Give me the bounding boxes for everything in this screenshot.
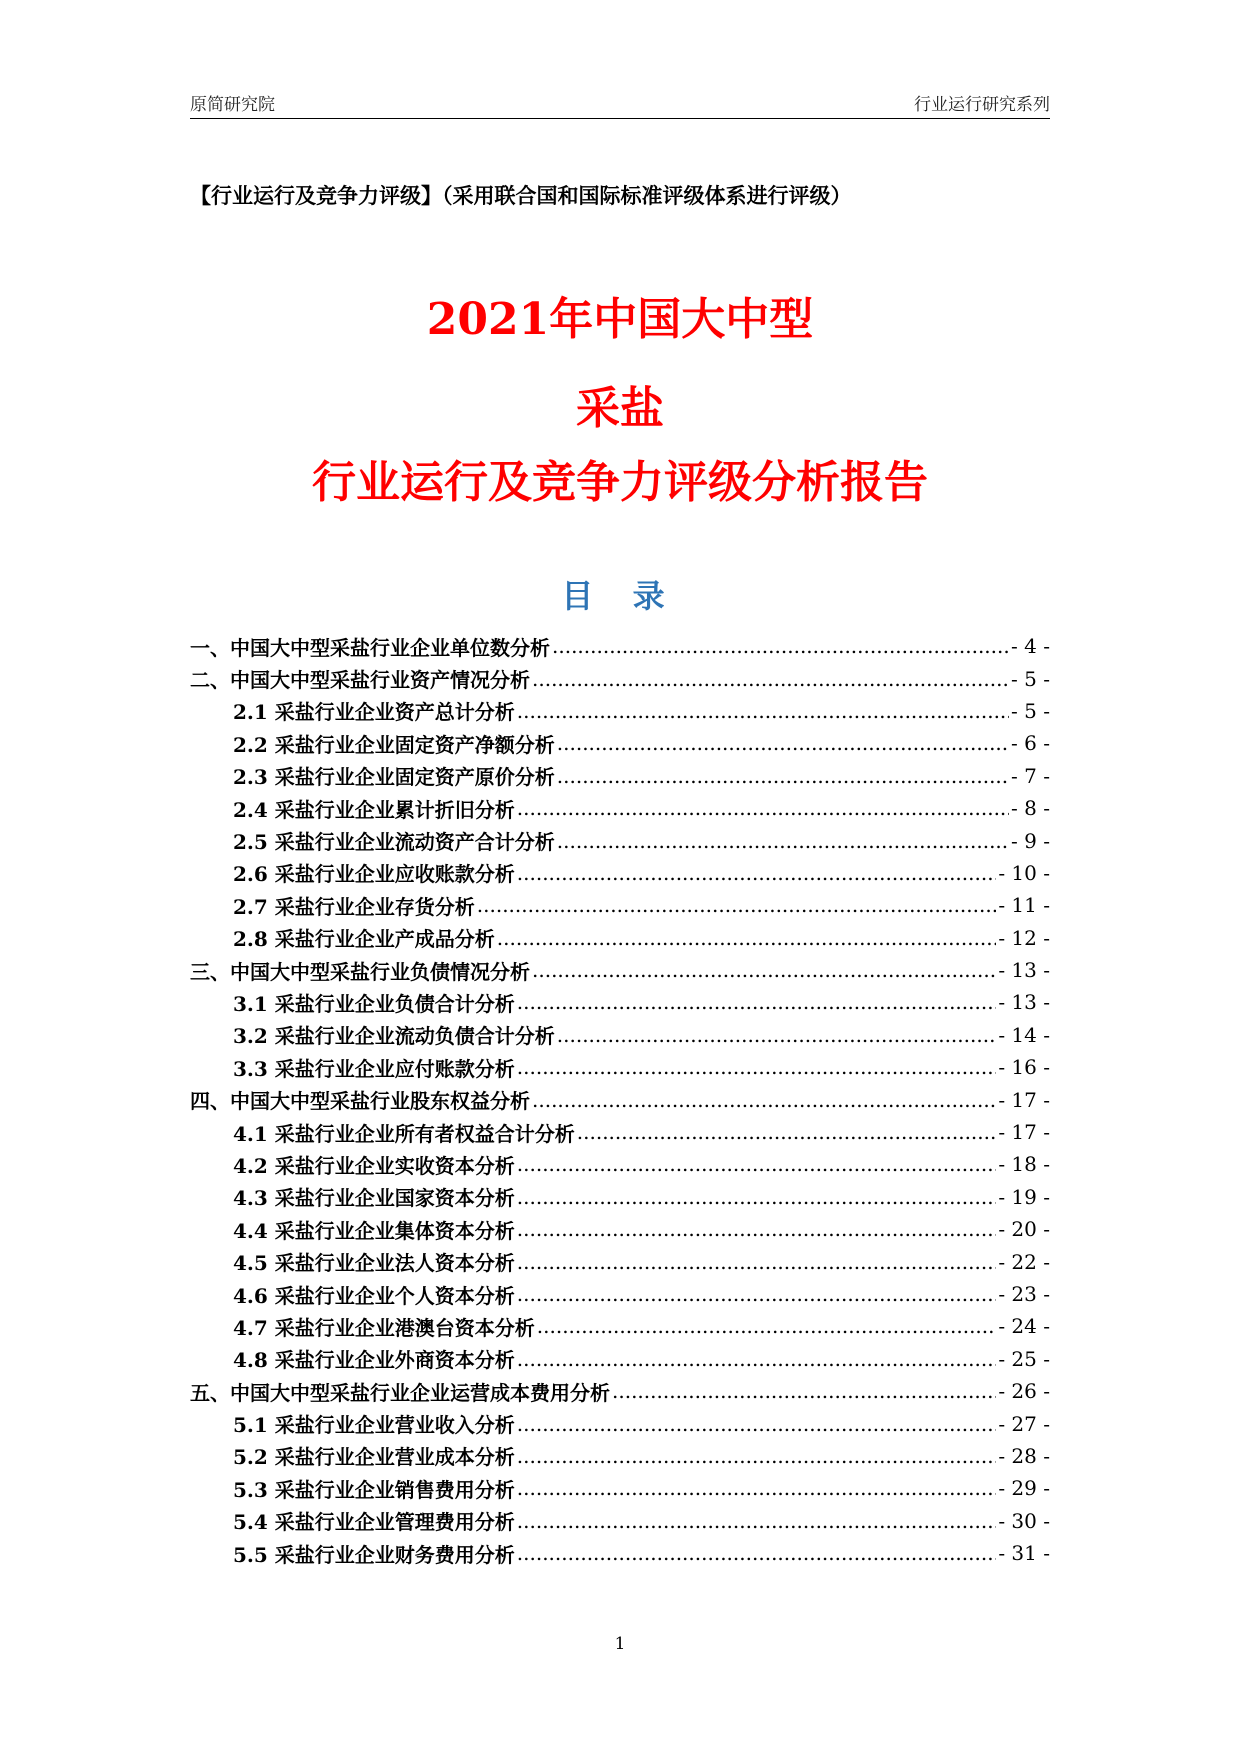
toc-entry[interactable]	[190, 695, 1050, 727]
toc-entry-label: 4.7 采盐行业企业港澳台资本分析	[233, 1315, 535, 1340]
header-series: 行业运行研究系列	[914, 95, 1050, 115]
toc-leader-dots	[517, 796, 1009, 820]
table-of-contents	[190, 630, 1050, 1569]
toc-entry-label: 2.3 采盐行业企业固定资产原价分析	[233, 765, 555, 790]
toc-entry[interactable]	[190, 1213, 1050, 1245]
header-publisher: 原简研究院	[190, 95, 275, 115]
toc-entry[interactable]	[190, 857, 1050, 889]
toc-entry-page: - 18 -	[998, 1152, 1050, 1177]
toc-entry[interactable]	[190, 986, 1050, 1018]
toc-entry-page: - 20 -	[998, 1217, 1050, 1242]
toc-entry-page: - 17 -	[998, 1087, 1050, 1112]
toc-entry-label: 三、中国大中型采盐行业负债情况分析	[190, 959, 530, 984]
page-number: 1	[614, 1634, 626, 1654]
toc-entry-page: - 28 -	[998, 1443, 1050, 1468]
toc-entry-label: 2.6 采盐行业企业应收账款分析	[233, 862, 515, 887]
toc-entry-label: 4.8 采盐行业企业外商资本分析	[233, 1348, 515, 1373]
toc-entry-page: - 26 -	[998, 1379, 1050, 1404]
toc-entry[interactable]	[190, 889, 1050, 921]
toc-leader-dots	[532, 667, 1009, 691]
toc-leader-dots	[557, 764, 1009, 788]
toc-entry[interactable]	[190, 760, 1050, 792]
toc-leader-dots	[497, 926, 997, 950]
toc-entry-page: - 6 -	[1011, 731, 1050, 756]
toc-entry-page: - 22 -	[998, 1249, 1050, 1274]
toc-entry[interactable]	[190, 1148, 1050, 1180]
toc-entry-label: 2.1 采盐行业企业资产总计分析	[233, 700, 515, 725]
toc-entry-label: 4.6 采盐行业企业个人资本分析	[233, 1283, 515, 1308]
toc-entry[interactable]	[190, 792, 1050, 824]
toc-entry[interactable]	[190, 1310, 1050, 1342]
toc-entry-label: 二、中国大中型采盐行业资产情况分析	[190, 668, 530, 693]
toc-entry[interactable]	[190, 1181, 1050, 1213]
toc-entry-label: 4.2 采盐行业企业实收资本分析	[233, 1153, 515, 1178]
toc-leader-dots	[517, 699, 1009, 723]
toc-entry-label: 5.3 采盐行业企业销售费用分析	[233, 1477, 515, 1502]
toc-entry[interactable]	[190, 1278, 1050, 1310]
toc-entry-label: 2.4 采盐行业企业累计折旧分析	[233, 797, 515, 822]
toc-entry-page: - 14 -	[998, 1022, 1050, 1047]
toc-heading: 目 录	[561, 577, 679, 615]
toc-entry[interactable]	[190, 1051, 1050, 1083]
toc-entry[interactable]	[190, 824, 1050, 856]
report-title-line-1: 2021年中国大中型	[426, 294, 814, 345]
toc-entry-page: - 4 -	[1011, 634, 1050, 659]
toc-leader-dots	[577, 1120, 997, 1144]
toc-entry-page: - 13 -	[998, 958, 1050, 983]
toc-leader-dots	[517, 1185, 997, 1209]
toc-leader-dots	[537, 1314, 997, 1338]
toc-entry[interactable]	[190, 1019, 1050, 1051]
toc-entry-page: - 25 -	[998, 1346, 1050, 1371]
toc-entry-label: 2.7 采盐行业企业存货分析	[233, 894, 475, 919]
toc-entry-page: - 27 -	[998, 1411, 1050, 1436]
toc-entry-page: - 5 -	[1011, 698, 1050, 723]
toc-entry-label: 2.8 采盐行业企业产成品分析	[233, 927, 495, 952]
toc-entry-page: - 31 -	[998, 1541, 1050, 1566]
toc-leader-dots	[557, 731, 1009, 755]
toc-entry[interactable]	[190, 1375, 1050, 1407]
toc-leader-dots	[532, 958, 996, 982]
toc-entry-page: - 23 -	[998, 1282, 1050, 1306]
report-subtitle: 【行业运行及竞争力评级】（采用联合国和国际标准评级体系进行评级）	[190, 183, 852, 208]
toc-leader-dots	[517, 990, 997, 1014]
toc-leader-dots	[517, 1412, 997, 1436]
toc-entry-page: - 30 -	[998, 1508, 1050, 1533]
toc-entry-page: - 29 -	[998, 1476, 1050, 1501]
toc-entry[interactable]	[190, 727, 1050, 759]
toc-leader-dots	[612, 1379, 996, 1403]
toc-leader-dots	[557, 829, 1009, 853]
toc-entry-page: - 5 -	[1011, 666, 1050, 691]
toc-entry-page: - 24 -	[998, 1314, 1050, 1339]
toc-leader-dots	[517, 1347, 997, 1371]
toc-entry[interactable]	[190, 1083, 1050, 1115]
toc-entry-label: 5.2 采盐行业企业营业成本分析	[233, 1445, 515, 1470]
toc-entry[interactable]	[190, 1116, 1050, 1148]
toc-entry[interactable]	[190, 630, 1050, 662]
toc-entry-label: 一、中国大中型采盐行业企业单位数分析	[190, 635, 550, 660]
toc-entry[interactable]	[190, 1537, 1050, 1569]
toc-entry-label: 四、中国大中型采盐行业股东权益分析	[190, 1089, 530, 1114]
toc-entry[interactable]	[190, 1472, 1050, 1504]
toc-leader-dots	[517, 861, 997, 885]
toc-entry-label: 3.3 采盐行业企业应付账款分析	[233, 1056, 515, 1081]
toc-entry-label: 3.2 采盐行业企业流动负债合计分析	[233, 1024, 555, 1049]
toc-entry-label: 5.1 采盐行业企业营业收入分析	[233, 1413, 515, 1438]
report-title-line-2: 采盐	[576, 383, 664, 434]
toc-entry-label: 5.4 采盐行业企业管理费用分析	[233, 1510, 515, 1535]
toc-entry-page: - 19 -	[998, 1184, 1050, 1209]
toc-leader-dots	[517, 1282, 997, 1306]
toc-entry-page: - 16 -	[998, 1055, 1050, 1080]
toc-leader-dots	[517, 1476, 997, 1500]
toc-leader-dots	[517, 1509, 997, 1533]
toc-leader-dots	[517, 1541, 997, 1565]
toc-entry-label: 4.1 采盐行业企业所有者权益合计分析	[233, 1121, 575, 1146]
page-header	[190, 86, 1050, 119]
toc-entry[interactable]	[190, 662, 1050, 694]
toc-entry-label: 2.5 采盐行业企业流动资产合计分析	[233, 830, 555, 855]
toc-entry[interactable]	[190, 1505, 1050, 1537]
toc-entry-page: - 17 -	[998, 1120, 1050, 1145]
toc-entry[interactable]	[190, 1245, 1050, 1277]
toc-entry-page: - 8 -	[1011, 796, 1050, 821]
toc-entry-label: 3.1 采盐行业企业负债合计分析	[233, 991, 515, 1016]
toc-leader-dots	[517, 1217, 997, 1241]
toc-leader-dots	[557, 1023, 997, 1047]
toc-leader-dots	[517, 1250, 997, 1274]
toc-entry-page: - 10 -	[998, 860, 1050, 885]
toc-entry[interactable]	[190, 1440, 1050, 1472]
toc-entry[interactable]	[190, 922, 1050, 954]
toc-entry[interactable]	[190, 1407, 1050, 1439]
toc-leader-dots	[517, 1152, 997, 1176]
toc-entry-label: 五、中国大中型采盐行业企业运营成本费用分析	[190, 1380, 610, 1405]
toc-leader-dots	[532, 1088, 996, 1112]
toc-entry-label: 2.2 采盐行业企业固定资产净额分析	[233, 732, 555, 757]
toc-entry[interactable]	[190, 1343, 1050, 1375]
toc-leader-dots	[517, 1444, 997, 1468]
toc-entry-page: - 9 -	[1011, 828, 1050, 853]
toc-entry-page: - 13 -	[998, 990, 1050, 1015]
toc-entry-page: - 7 -	[1011, 763, 1050, 788]
toc-entry[interactable]	[190, 954, 1050, 986]
toc-entry-page: - 12 -	[998, 925, 1050, 950]
toc-leader-dots	[517, 1055, 997, 1079]
toc-leader-dots	[477, 893, 997, 917]
toc-entry-label: 4.4 采盐行业企业集体资本分析	[233, 1218, 515, 1243]
toc-leader-dots	[552, 634, 1009, 658]
report-title-line-3: 行业运行及竞争力评级分析报告	[312, 457, 928, 508]
toc-entry-page: - 11 -	[998, 893, 1050, 918]
toc-entry-label: 4.3 采盐行业企业国家资本分析	[233, 1186, 515, 1211]
toc-entry-label: 5.5 采盐行业企业财务费用分析	[233, 1542, 515, 1567]
toc-entry-label: 4.5 采盐行业企业法人资本分析	[233, 1251, 515, 1276]
